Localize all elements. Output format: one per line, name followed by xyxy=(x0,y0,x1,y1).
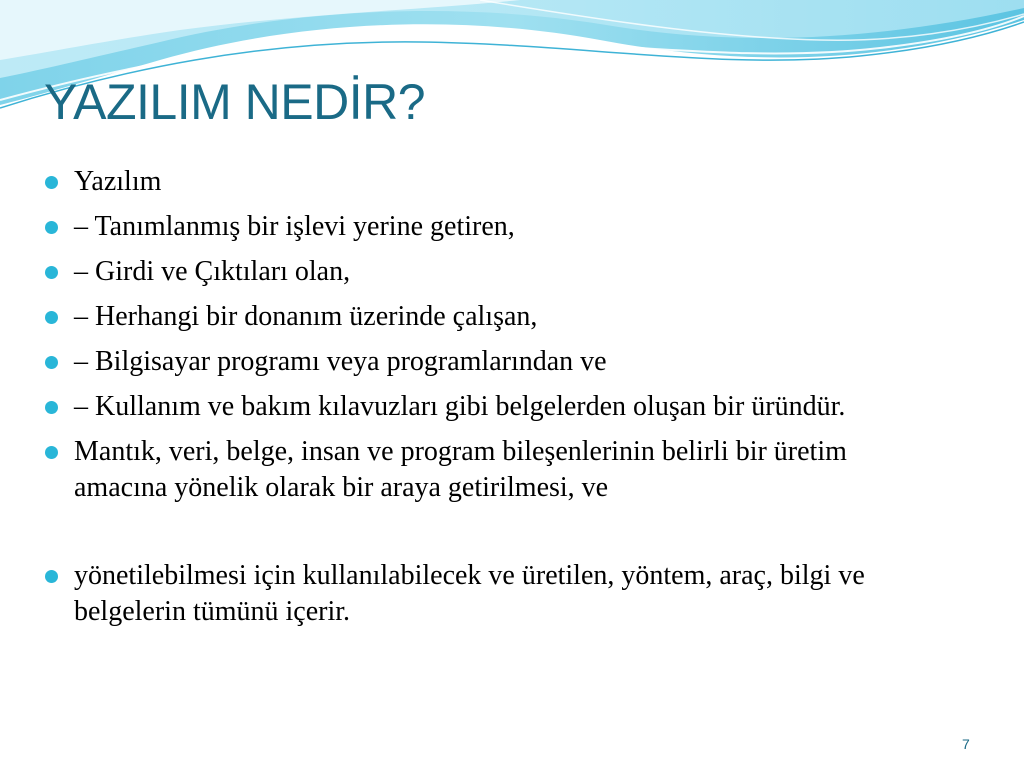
bullet-dot-icon xyxy=(45,266,58,279)
bullet-dot-icon xyxy=(45,446,58,459)
slide-title: YAZILIM NEDİR? xyxy=(44,74,426,130)
bullet-item xyxy=(45,389,945,425)
bullet-list xyxy=(45,164,945,639)
bullet-item xyxy=(45,558,945,630)
bullet-item xyxy=(45,209,945,245)
page-number: 7 xyxy=(962,736,970,752)
bullet-text: – Tanımlanmış bir işlevi yerine getiren, xyxy=(74,211,515,242)
bullet-item xyxy=(45,344,945,380)
bullet-dot-icon xyxy=(45,401,58,414)
bullet-text: – Kullanım ve bakım kılavuzları gibi belgelerden oluşan bir üründür. xyxy=(74,391,846,422)
bullet-text: – Bilgisayar programı veya programlarından ve xyxy=(74,346,607,377)
bullet-dot-icon xyxy=(45,221,58,234)
bullet-item xyxy=(45,164,945,200)
bullet-text: Yazılım xyxy=(74,166,162,197)
bullet-item xyxy=(45,299,945,335)
bullet-text: – Girdi ve Çıktıları olan, xyxy=(74,256,351,287)
bullet-dot-icon xyxy=(45,570,58,583)
bullet-item xyxy=(45,434,945,506)
bullet-text: Mantık, veri, belge, insan ve program bileşenlerinin belirli bir üretim amacına yönelik olarak bir araya getirilmesi, ve xyxy=(74,436,847,503)
bullet-dot-icon xyxy=(45,311,58,324)
bullet-dot-icon xyxy=(45,356,58,369)
bullet-text: yönetilebilmesi için kullanılabilecek ve üretilen, yöntem, araç, bilgi ve belgelerin tümünü içerir. xyxy=(74,560,865,627)
bullet-text: – Herhangi bir donanım üzerinde çalışan, xyxy=(74,301,538,332)
bullet-dot-icon xyxy=(45,176,58,189)
bullet-item xyxy=(45,254,945,290)
